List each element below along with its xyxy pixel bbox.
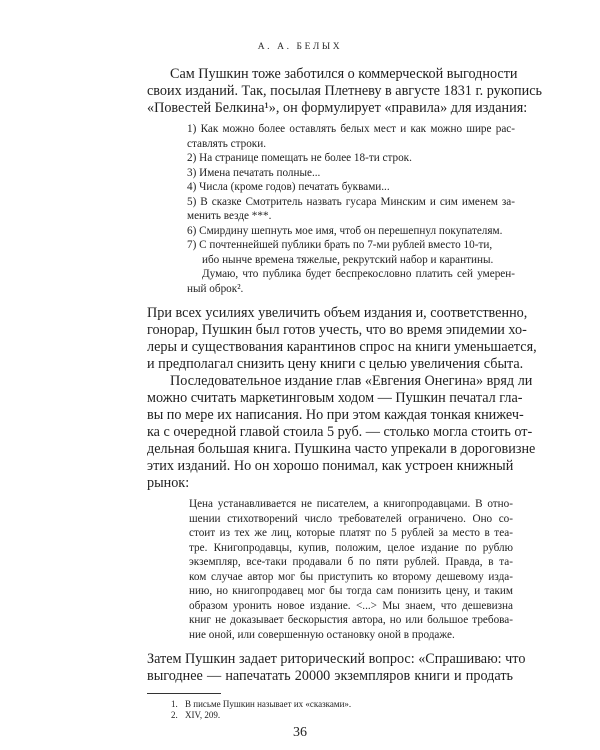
- rule-line: 6) Смирдину шепнуть мое имя, чтоб он перешепнул покупателям.: [187, 224, 503, 237]
- quote-line: ние оной, или совершенную остановку оной в продаже.: [189, 628, 455, 641]
- quote-line: ком случае автор мог бы приступить ко второму дешевому изда-: [189, 570, 513, 583]
- rule-line: 2) На странице помещать не более 18-ти строк.: [187, 152, 412, 164]
- text-line: При всех усилиях увеличить объем издания и, соответственно,: [147, 305, 528, 321]
- footnote-text: В письме Пушкин называет их «сказками».: [185, 699, 352, 709]
- rule-line: ставлять строки.: [187, 137, 267, 150]
- text-line: рынок:: [147, 475, 190, 491]
- quote-line: тре. Книгопродавцы, купив, положим, целое издание по рублю: [189, 541, 513, 554]
- text-line: Последовательное издание глав «Евгения Онегина» вряд ли: [170, 373, 533, 389]
- text-line: Сам Пушкин тоже заботился о коммерческой выгодности: [170, 66, 518, 82]
- quote-line: образом уронить новое издание. <...> Мы знаем, что дешевизна: [189, 599, 513, 612]
- text-line: ка с очередной главой стоила 5 руб. — столько могла стоить от-: [147, 424, 533, 440]
- quote-line: Цена устанавливается не писателем, а книгопродавцами. В отно-: [189, 498, 513, 510]
- rule-line: ибо нынче времена тяжелые, рекрутский набор и карантины.: [202, 253, 494, 266]
- rule-line: ный оброк².: [187, 282, 244, 295]
- text-line: леры и существования карантинов спрос на книги уменьшается,: [147, 339, 537, 355]
- text-line: вы по мере их написания. Но при этом каждая тонкая книжеч-: [147, 407, 524, 423]
- quote-line: стоит из тех же лиц, которые платят по 5 рублей за место в теа-: [189, 527, 513, 539]
- text-line: «Повестей Белкина¹», он формулирует «правила» для издания:: [147, 100, 528, 116]
- page-number: 36: [293, 725, 307, 740]
- rule-line: 3) Имена печатать полные...: [187, 166, 321, 179]
- text-line: своих изданий. Так, посылая Плетневу в августе 1831 г. рукопись: [147, 83, 542, 99]
- text-line: и предполагал снизить цену книги с целью увеличения сбыта.: [147, 356, 524, 372]
- footnote-rule: [147, 693, 221, 694]
- footnote: [171, 710, 220, 720]
- quote-line: нию, но книгопродавец мог бы тогда сам понизить цену, и таким: [189, 585, 513, 597]
- footnote-text: XIV, 209.: [185, 710, 221, 720]
- text-line: этих изданий. Но он хорошо понимал, как устроен книжный: [147, 458, 514, 474]
- footnote-number: 1.: [171, 699, 178, 709]
- text-line: гонорар, Пушкин был готов учесть, что во время эпидемии хо-: [147, 322, 527, 338]
- text-line: выгоднее — напечатать 20000 экземпляров книги и продать: [147, 668, 513, 684]
- text-line: Затем Пушкин задает риторический вопрос: «Спрашиваю: что: [147, 651, 526, 667]
- text-line: можно считать маркетинговым ходом — Пушкин печатал гла-: [147, 390, 523, 406]
- running-head: А. А. БЕЛЫХ: [257, 42, 343, 52]
- rule-line: менить везде ***.: [187, 210, 272, 222]
- rule-line: 4) Числа (кроме годов) печатать буквами...: [187, 181, 390, 193]
- rule-line: 5) В сказке Смотритель назвать гусара Минским и сим именем за-: [187, 195, 515, 208]
- text-line: дельная большая книга. Пушкина часто упрекали в дороговизне: [147, 441, 536, 457]
- rule-line: 1) Как можно более оставлять белых мест и как можно шире рас-: [187, 123, 515, 135]
- rule-line: 7) С почтеннейшей публики брать по 7-ми рублей вместо 10-ти,: [187, 239, 493, 251]
- footnote-number: 2.: [171, 710, 178, 720]
- quote-line: экземпляр, все-таки продавали б по пяти рублей. Правда, в та-: [189, 556, 513, 568]
- quote-line: шении стихотворений число требователей ограничено. Оно со-: [189, 512, 513, 525]
- footnote: [171, 699, 351, 709]
- rule-line: Думаю, что публика будет беспрекословно платить сей умерен-: [202, 268, 515, 280]
- quote-line: книг не доказывает бескорыстия автора, но или большое требова-: [189, 614, 513, 626]
